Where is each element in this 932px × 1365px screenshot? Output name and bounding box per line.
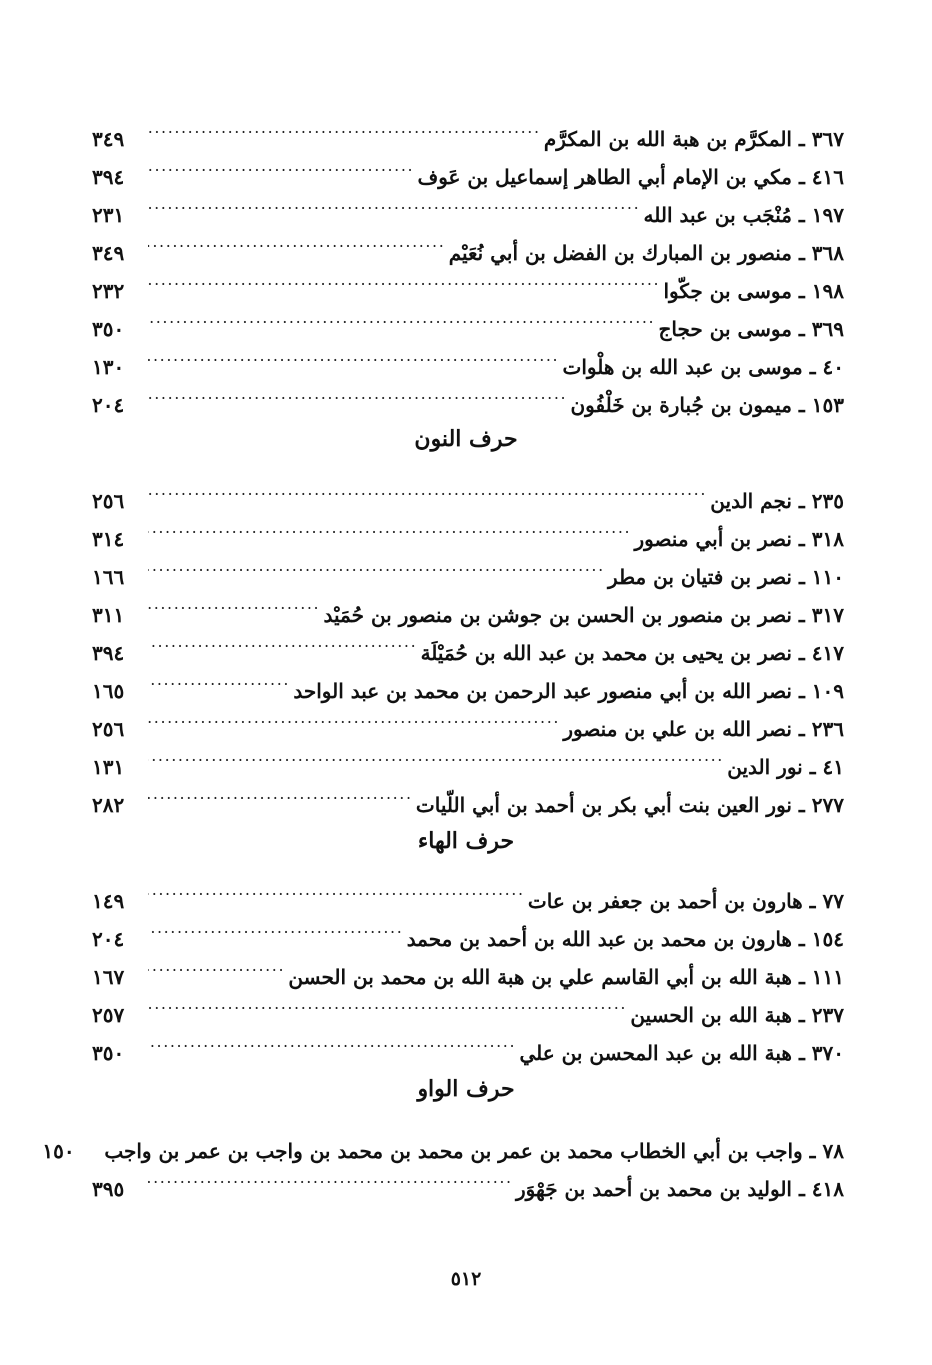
index-entry: ١٠٩ ـ نصر الله بن أبي منصور عبد الرحمن بن محمد بن عبد الواحد — [293, 679, 844, 703]
index-list-ha — [92, 870, 844, 1065]
leader-dots — [148, 222, 443, 260]
index-entry: ٣١٨ ـ نصر بن أبي منصور — [634, 527, 844, 551]
index-entry: ٣٦٨ ـ منصور بن المبارك بن الفضل بن أبي نُعَيْم — [448, 241, 844, 265]
index-entry: ٤١٦ ـ مكي بن الإمام أبي الطاهر إسماعيل بن عَوف — [417, 165, 844, 189]
leader-dots — [148, 870, 522, 908]
page-ref: ٣١١ — [92, 603, 125, 627]
leader-dots — [148, 374, 564, 412]
page-ref: ٣٩٤ — [92, 165, 125, 189]
leader-dots — [148, 736, 721, 774]
index-row — [92, 870, 844, 913]
page-ref: ٣٥٠ — [92, 1041, 125, 1065]
index-entry: ٤١ ـ نور الدين — [727, 755, 844, 779]
leader-dots — [148, 660, 287, 698]
index-entry: ٤٠ ـ موسى بن عبد الله بن هلْوات — [562, 355, 844, 379]
index-entry: ١١٠ ـ نصر بن فتيان بن مطر — [608, 565, 844, 589]
page-ref: ٣٩٥ — [92, 1177, 125, 1201]
page-ref: ١٥٠ — [42, 1139, 75, 1163]
page-ref: ٢٣٢ — [92, 279, 125, 303]
page-ref: ١٣١ — [92, 755, 125, 779]
leader-dots — [148, 146, 411, 184]
page-ref: ٢٠٤ — [92, 927, 125, 951]
leader-dots — [148, 184, 638, 222]
leader-dots — [148, 984, 624, 1022]
leader-dots — [148, 1022, 513, 1060]
page-ref: ٣٥٠ — [92, 317, 125, 341]
page-ref: ٢٨٢ — [92, 793, 125, 817]
page-ref: ٢٠٤ — [92, 393, 125, 417]
leader-dots — [148, 622, 415, 660]
index-entry: ٢٣٥ ـ نجم الدين — [710, 489, 844, 513]
page-ref: ١٦٧ — [92, 965, 125, 989]
index-entry: ١١١ ـ هبة الله بن أبي القاسم علي بن هبة الله بن محمد بن الحسن — [288, 965, 844, 989]
page-ref: ٢٣١ — [92, 203, 125, 227]
page-ref: ٣٤٩ — [92, 127, 125, 151]
section-heading-nun: حرف النون — [414, 426, 518, 452]
index-row — [42, 1120, 844, 1163]
leader-dots — [148, 1158, 510, 1196]
index-entry: ٣٦٧ ـ المكرَّم بن هبة الله بن المكرَّم — [543, 127, 844, 151]
section-heading-waw: حرف الواو — [417, 1076, 515, 1102]
index-list-nun — [92, 470, 844, 817]
index-list-mim — [92, 108, 844, 417]
index-entry: ٣٦٩ ـ موسى بن حجاج — [658, 317, 844, 341]
page-ref: ٣١٤ — [92, 527, 125, 551]
index-entry: ٤١٨ ـ الوليد بن محمد بن أحمد بن جَهْوَر — [515, 1177, 844, 1201]
leader-dots — [148, 946, 282, 984]
leader-dots — [148, 508, 628, 546]
page-number: ٥١٢ — [450, 1268, 482, 1290]
leader-dots — [148, 260, 657, 298]
index-entry: ٢٣٦ ـ نصر الله بن علي بن منصور — [563, 717, 844, 741]
index-entry: ٢٣٧ ـ هبة الله بن الحسين — [630, 1003, 844, 1027]
leader-dots — [148, 546, 602, 584]
leader-dots — [148, 774, 410, 812]
index-entry: ٢٧٧ ـ نور العين بنت أبي بكر بن أحمد بن أبي اللّيات — [415, 793, 844, 817]
page-ref: ٢٥٦ — [92, 489, 125, 513]
page-ref: ١٦٥ — [92, 679, 125, 703]
index-entry: ٣٧٠ ـ هبة الله بن عبد المحسن بن علي — [519, 1041, 844, 1065]
index-row — [92, 108, 844, 151]
leader-dots — [148, 108, 538, 146]
section-heading-ha: حرف الهاء — [417, 828, 515, 854]
page-ref: ٣٤٩ — [92, 241, 125, 265]
index-entry: ١٥٤ ـ هارون بن محمد بن عبد الله بن أحمد بن محمد — [406, 927, 844, 951]
index-entry: ١٩٧ ـ مُنْجَب بن عبد الله — [643, 203, 844, 227]
leader-dots — [148, 908, 401, 946]
page-ref: ٢٥٧ — [92, 1003, 125, 1027]
leader-dots — [148, 298, 653, 336]
index-entry: ٤١٧ ـ نصر بن يحيى بن محمد بن عبد الله بن حُمَيْلَة — [420, 641, 844, 665]
leader-dots — [148, 698, 557, 736]
page-ref: ٣٩٤ — [92, 641, 125, 665]
index-list-waw — [42, 1120, 844, 1201]
index-entry: ٧٨ ـ واجب بن أبي الخطاب محمد بن عمر بن محمد بن محمد بن واجب بن عمر بن واجب — [104, 1139, 844, 1163]
page-ref: ١٦٦ — [92, 565, 125, 589]
page-ref: ١٣٠ — [92, 355, 125, 379]
index-entry: ٣١٧ ـ نصر بن منصور بن الحسن بن جوشن بن منصور بن حُمَيْد — [323, 603, 844, 627]
leader-dots — [148, 336, 557, 374]
page-ref: ٢٥٦ — [92, 717, 125, 741]
index-entry: ١٥٣ ـ ميمون بن جُبارة بن خَلْفُون — [570, 393, 844, 417]
index-entry: ٧٧ ـ هارون بن أحمد بن جعفر بن عات — [527, 889, 844, 913]
leader-dots — [148, 470, 704, 508]
leader-dots — [148, 584, 318, 622]
index-row — [92, 470, 844, 513]
index-entry: ١٩٨ ـ موسى بن جكّوا — [663, 279, 844, 303]
page-ref: ١٤٩ — [92, 889, 125, 913]
